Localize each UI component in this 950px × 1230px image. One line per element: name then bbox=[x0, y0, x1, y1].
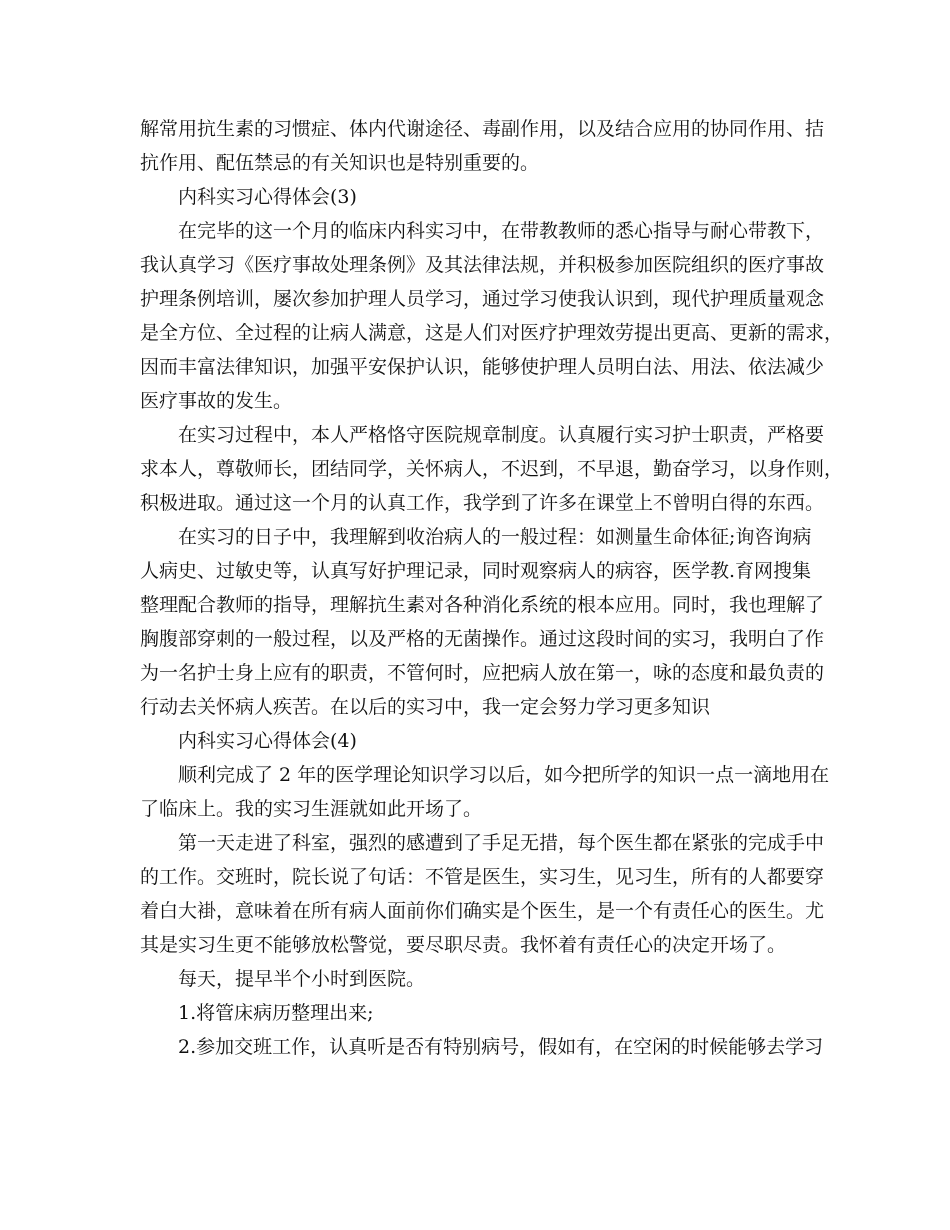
paragraph-1 bbox=[140, 112, 824, 180]
section-heading-3 bbox=[140, 180, 824, 214]
paragraph-5 bbox=[140, 758, 830, 826]
text-line: 是全方位、全过程的让病人满意，这是人们对医疗护理效劳提出更高、更新的需求， bbox=[140, 322, 844, 344]
text-line: 求本人，尊敬师长，团结同学，关怀病人，不迟到，不早退，勤奋学习，以身作则， bbox=[140, 458, 844, 480]
text-line: 我认真学习《医疗事故处理条例》及其法律法规，并积极参加医院组织的医疗事故 bbox=[140, 254, 825, 276]
text-line: 因而丰富法律知识，加强平安保护认识，能够使护理人员明白法、用法、依法减少 bbox=[140, 356, 825, 378]
text-line: 抗作用、配伍禁忌的有关知识也是特别重要的。 bbox=[140, 152, 540, 174]
document-page bbox=[140, 112, 844, 1064]
text-line: 1.将管床病历整理出来; bbox=[178, 1002, 374, 1024]
text-line: 医疗事故的发生。 bbox=[140, 390, 293, 412]
paragraph-7 bbox=[140, 962, 824, 996]
list-item-1 bbox=[140, 996, 824, 1030]
text-line: 行动去关怀病人疾苦。在以后的实习中，我一定会努力学习更多知识 bbox=[140, 696, 711, 718]
text-line: 顺利完成了 2 年的医学理论知识学习以后，如今把所学的知识一点一滴地用在 bbox=[178, 764, 830, 786]
text-line: 解常用抗生素的习惯症、体内代谢途径、毒副作用，以及结合应用的协同作用、拮 bbox=[140, 118, 825, 140]
text-line: 的工作。交班时，院长说了句话：不管是医生，实习生，见习生，所有的人都要穿 bbox=[140, 866, 825, 888]
text-line: 了临床上。我的实习生涯就如此开场了。 bbox=[140, 798, 483, 820]
text-line: 在实习的日子中，我理解到收治病人的一般过程：如测量生命体征;询咨询病 bbox=[178, 526, 812, 548]
list-item-2 bbox=[140, 1030, 824, 1064]
heading-text: 内科实习心得体会(3) bbox=[178, 186, 357, 208]
text-line: 2.参加交班工作，认真听是否有特别病号，假如有，在空闲的时候能够去学习 bbox=[178, 1036, 824, 1058]
text-line: 第一天走进了科室，强烈的感遭到了手足无措，每个医生都在紧张的完成手中 bbox=[178, 832, 825, 854]
text-line: 为一名护士身上应有的职责，不管何时，应把病人放在第一，咏的态度和最负责的 bbox=[140, 662, 825, 684]
text-line: 人病史、过敏史等，认真写好护理记录，同时观察病人的病容，医学教.育网搜集 bbox=[140, 560, 812, 582]
text-line: 每天，提早半个小时到医院。 bbox=[178, 968, 426, 990]
text-line: 护理条例培训，屡次参加护理人员学习，通过学习使我认识到，现代护理质量观念 bbox=[140, 288, 825, 310]
text-line: 着白大褂，意味着在所有病人面前你们确实是个医生，是一个有责任心的医生。尤 bbox=[140, 900, 825, 922]
paragraph-2 bbox=[140, 214, 844, 418]
paragraph-6 bbox=[140, 826, 824, 962]
paragraph-4 bbox=[140, 520, 824, 724]
section-heading-4 bbox=[140, 724, 824, 758]
text-line: 在实习过程中，本人严格恪守医院规章制度。认真履行实习护士职责，严格要 bbox=[178, 424, 825, 446]
text-line: 其是实习生更不能够放松警觉，要尽职尽责。我怀着有责任心的决定开场了。 bbox=[140, 934, 787, 956]
text-line: 在完毕的这一个月的临床内科实习中，在带教教师的悉心指导与耐心带教下， bbox=[178, 220, 825, 242]
heading-text: 内科实习心得体会(4) bbox=[178, 730, 357, 752]
paragraph-3 bbox=[140, 418, 844, 520]
text-line: 积极进取。通过这一个月的认真工作，我学到了许多在课堂上不曾明白得的东西。 bbox=[140, 492, 825, 514]
text-line: 胸腹部穿刺的一般过程，以及严格的无菌操作。通过这段时间的实习，我明白了作 bbox=[140, 628, 825, 650]
text-line: 整理配合教师的指导，理解抗生素对各种消化系统的根本应用。同时，我也理解了 bbox=[140, 594, 825, 616]
